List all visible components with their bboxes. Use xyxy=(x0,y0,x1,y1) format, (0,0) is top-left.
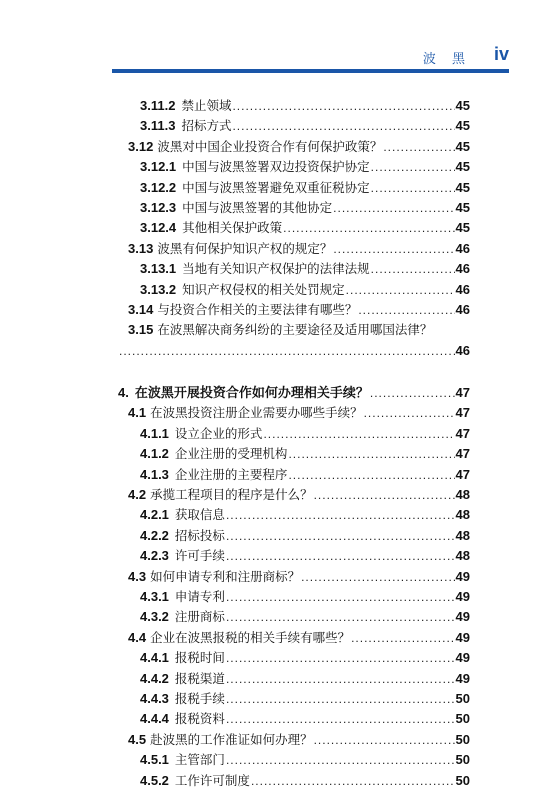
dot-leader xyxy=(263,424,454,444)
dot-leader xyxy=(226,607,455,627)
toc-entry-number: 4.5.2 xyxy=(140,772,169,788)
toc-entry-title: 中国与波黑签署的其他协定 xyxy=(182,199,333,215)
toc-entry[interactable] xyxy=(118,320,470,340)
toc-entry-page: 48 xyxy=(455,527,470,543)
toc-entry-title: 企业注册的受理机构 xyxy=(174,446,288,462)
toc-entry-title: 申请专利 xyxy=(174,588,225,604)
toc-entry[interactable] xyxy=(118,730,470,750)
toc-entry-page: 45 xyxy=(455,199,470,215)
dot-leader xyxy=(283,218,454,238)
toc-entry-page: 45 xyxy=(455,118,470,134)
toc-entry[interactable] xyxy=(118,157,470,177)
toc-entry-number: 4.2 xyxy=(128,487,147,503)
toc-entry-number: 3.12.3 xyxy=(140,199,177,215)
toc-entry-number: 4.5.1 xyxy=(140,752,169,768)
toc-entry-page: 45 xyxy=(455,159,470,175)
dot-leader xyxy=(226,750,455,770)
toc-entry-page: 49 xyxy=(455,568,470,584)
toc-entry-title: 波黑有何保护知识产权的规定？ xyxy=(157,240,333,256)
toc-entry-number: 4.1.1 xyxy=(140,425,169,441)
toc-entry-title: 报税渠道 xyxy=(174,670,225,686)
toc-entry-page: 49 xyxy=(455,650,470,666)
dot-leader xyxy=(333,198,454,218)
toc-entry[interactable] xyxy=(118,116,470,136)
dot-leader xyxy=(226,689,455,709)
dot-leader xyxy=(371,157,455,177)
toc-entry-page: 45 xyxy=(455,179,470,195)
toc-entry-page: 46 xyxy=(455,342,470,358)
toc-entry-number: 4.4.4 xyxy=(140,711,169,727)
toc-entry-page: 48 xyxy=(455,507,470,523)
dot-leader xyxy=(351,628,454,648)
toc-entry-number: 4. xyxy=(118,385,129,401)
toc-entry[interactable] xyxy=(118,341,470,361)
toc-entry[interactable] xyxy=(118,403,470,423)
page-number: iv xyxy=(493,44,509,64)
dot-leader xyxy=(383,137,454,157)
chapter-gap xyxy=(118,361,470,383)
toc-entry[interactable] xyxy=(118,96,470,116)
toc-entry-number: 3.13 xyxy=(128,240,154,256)
toc-entry-title: 招标方式 xyxy=(181,118,232,134)
toc-entry[interactable] xyxy=(118,689,470,709)
toc-entry-number: 4.4.1 xyxy=(140,650,169,666)
toc-entry-page: 45 xyxy=(455,220,470,236)
toc-entry[interactable] xyxy=(118,178,470,198)
toc-entry-number: 3.11.3 xyxy=(140,118,176,134)
toc-entry-number: 4.5 xyxy=(128,731,147,747)
toc-entry-title: 报税资料 xyxy=(174,711,225,727)
toc-entry-page: 50 xyxy=(455,772,470,788)
toc-entry-title: 知识产权侵权的相关处罚规定 xyxy=(182,281,345,297)
toc-entry[interactable] xyxy=(118,709,470,729)
running-header-title: 波 黑 xyxy=(422,52,471,67)
toc-entry-title: 注册商标 xyxy=(174,609,225,625)
dot-leader xyxy=(226,587,455,607)
header-rule xyxy=(112,69,509,73)
dot-leader xyxy=(371,178,455,198)
toc-entry-number: 4.3.1 xyxy=(140,588,169,604)
toc-entry-title: 如何申请专利和注册商标？ xyxy=(150,568,301,584)
toc-entry-number: 3.15 xyxy=(128,322,154,338)
toc-entry-page: 50 xyxy=(455,731,470,747)
toc-entry-number: 3.12.2 xyxy=(140,179,177,195)
toc-entry[interactable] xyxy=(118,424,470,444)
dot-leader xyxy=(288,444,454,464)
dot-leader xyxy=(226,526,455,546)
dot-leader xyxy=(333,239,454,259)
dot-leader xyxy=(226,505,455,525)
dot-leader xyxy=(119,341,455,361)
toc-entry-title: 当地有关知识产权保护的法律法规 xyxy=(182,261,370,277)
toc-entry-title: 许可手续 xyxy=(174,548,225,564)
dot-leader xyxy=(358,300,454,320)
toc-entry-page: 47 xyxy=(455,385,470,401)
toc-entry-number: 4.4 xyxy=(128,629,147,645)
toc-entry-number: 4.3 xyxy=(128,568,147,584)
toc-entry-page: 50 xyxy=(455,752,470,768)
toc-entry-number: 4.2.3 xyxy=(140,548,169,564)
dot-leader xyxy=(371,259,455,279)
toc-entry[interactable] xyxy=(118,526,470,546)
toc-entry-title: 与投资合作相关的主要法律有哪些？ xyxy=(157,301,358,317)
toc-entry[interactable] xyxy=(118,300,470,320)
dot-leader xyxy=(314,485,455,505)
table-of-contents xyxy=(118,96,470,791)
toc-entry-title: 企业在波黑报税的相关手续有哪些？ xyxy=(150,629,351,645)
toc-entry-page: 49 xyxy=(455,588,470,604)
toc-entry-title: 其他相关保护政策 xyxy=(182,220,283,236)
toc-entry-number: 3.13.2 xyxy=(140,281,177,297)
toc-entry[interactable] xyxy=(118,771,470,791)
toc-entry-title: 禁止领域 xyxy=(181,98,232,113)
toc-entry[interactable] xyxy=(118,383,470,403)
toc-entry[interactable] xyxy=(118,239,470,259)
toc-entry-number: 4.1 xyxy=(128,405,147,421)
toc-entry-title: 企业注册的主要程序 xyxy=(174,466,288,482)
toc-entry-page: 50 xyxy=(455,690,470,706)
dot-leader xyxy=(226,546,455,566)
toc-entry-title: 承揽工程项目的程序是什么？ xyxy=(150,487,313,503)
toc-entry[interactable] xyxy=(118,628,470,648)
toc-entry-page: 46 xyxy=(455,281,470,297)
toc-entry[interactable] xyxy=(118,259,470,279)
toc-entry-title: 工作许可制度 xyxy=(174,772,250,788)
toc-entry[interactable] xyxy=(118,198,470,218)
toc-entry-page: 47 xyxy=(455,466,470,482)
toc-entry-page: 45 xyxy=(455,98,470,113)
dot-leader xyxy=(251,771,455,791)
toc-entry-title: 在波黑开展投资合作如何办理相关手续？ xyxy=(134,386,369,402)
toc-entry-page: 47 xyxy=(455,425,470,441)
dot-leader xyxy=(232,116,454,136)
toc-entry-title: 波黑对中国企业投资合作有何保护政策？ xyxy=(157,138,383,154)
toc-entry-title: 主管部门 xyxy=(174,752,225,768)
toc-entry-number: 4.4.3 xyxy=(140,690,169,706)
toc-entry-number: 3.12.1 xyxy=(140,159,177,175)
toc-entry-page: 49 xyxy=(455,670,470,686)
toc-entry-number: 4.1.3 xyxy=(140,466,169,482)
toc-entry-number: 3.14 xyxy=(128,301,154,317)
toc-entry[interactable] xyxy=(118,669,470,689)
toc-entry-page: 49 xyxy=(455,629,470,645)
toc-entry-number: 3.12 xyxy=(128,138,154,154)
toc-entry[interactable] xyxy=(118,607,470,627)
toc-entry-title: 在波黑解决商务纠纷的主要途径及适用哪国法律？ xyxy=(157,322,433,338)
toc-entry-title: 报税时间 xyxy=(174,650,225,666)
toc-entry-number: 4.2.1 xyxy=(140,507,169,523)
dot-leader xyxy=(370,383,455,403)
toc-entry-page: 47 xyxy=(455,446,470,462)
dot-leader xyxy=(301,567,454,587)
toc-entry[interactable] xyxy=(118,567,470,587)
dot-leader xyxy=(346,280,455,300)
toc-entry[interactable] xyxy=(118,505,470,525)
dot-leader xyxy=(364,403,455,423)
toc-entry-number: 4.3.2 xyxy=(140,609,169,625)
dot-leader xyxy=(226,648,455,668)
toc-entry-page: 46 xyxy=(455,240,470,256)
toc-entry-page: 47 xyxy=(455,405,470,421)
toc-entry[interactable] xyxy=(118,137,470,157)
toc-entry[interactable] xyxy=(118,587,470,607)
toc-entry-number: 4.4.2 xyxy=(140,670,169,686)
toc-entry[interactable] xyxy=(118,218,470,238)
toc-entry[interactable] xyxy=(118,546,470,566)
toc-entry[interactable] xyxy=(118,280,470,300)
toc-entry[interactable] xyxy=(118,485,470,505)
toc-entry-number: 3.12.4 xyxy=(140,220,177,236)
toc-entry-page: 46 xyxy=(455,301,470,317)
dot-leader xyxy=(314,730,455,750)
toc-entry-page: 49 xyxy=(455,609,470,625)
toc-entry[interactable] xyxy=(118,444,470,464)
toc-entry-number: 4.2.2 xyxy=(140,527,169,543)
toc-entry-page: 50 xyxy=(455,711,470,727)
dot-leader xyxy=(232,96,454,116)
toc-entry-number: 3.13.1 xyxy=(140,261,177,277)
toc-entry-title: 在波黑投资注册企业需要办哪些手续？ xyxy=(150,405,363,421)
toc-entry-page: 45 xyxy=(455,138,470,154)
toc-entry-page: 48 xyxy=(455,487,470,503)
toc-entry-title: 报税手续 xyxy=(174,690,225,706)
toc-entry-title: 招标投标 xyxy=(174,527,225,543)
toc-entry-page: 46 xyxy=(455,261,470,277)
toc-entry-number: 4.1.2 xyxy=(140,446,169,462)
dot-leader xyxy=(226,709,455,729)
toc-entry[interactable] xyxy=(118,648,470,668)
toc-entry-title: 设立企业的形式 xyxy=(174,425,263,441)
toc-entry-title: 中国与波黑签署避免双重征税协定 xyxy=(182,179,370,195)
toc-entry-title: 中国与波黑签署双边投资保护协定 xyxy=(182,159,370,175)
toc-entry-number: 3.11.2 xyxy=(140,98,176,113)
toc-entry-title: 赴波黑的工作准证如何办理？ xyxy=(150,731,313,747)
dot-leader xyxy=(226,669,455,689)
dot-leader xyxy=(288,465,454,485)
toc-entry-title: 获取信息 xyxy=(174,507,225,523)
toc-entry[interactable] xyxy=(118,750,470,770)
toc-entry-page: 48 xyxy=(455,548,470,564)
toc-entry[interactable] xyxy=(118,465,470,485)
